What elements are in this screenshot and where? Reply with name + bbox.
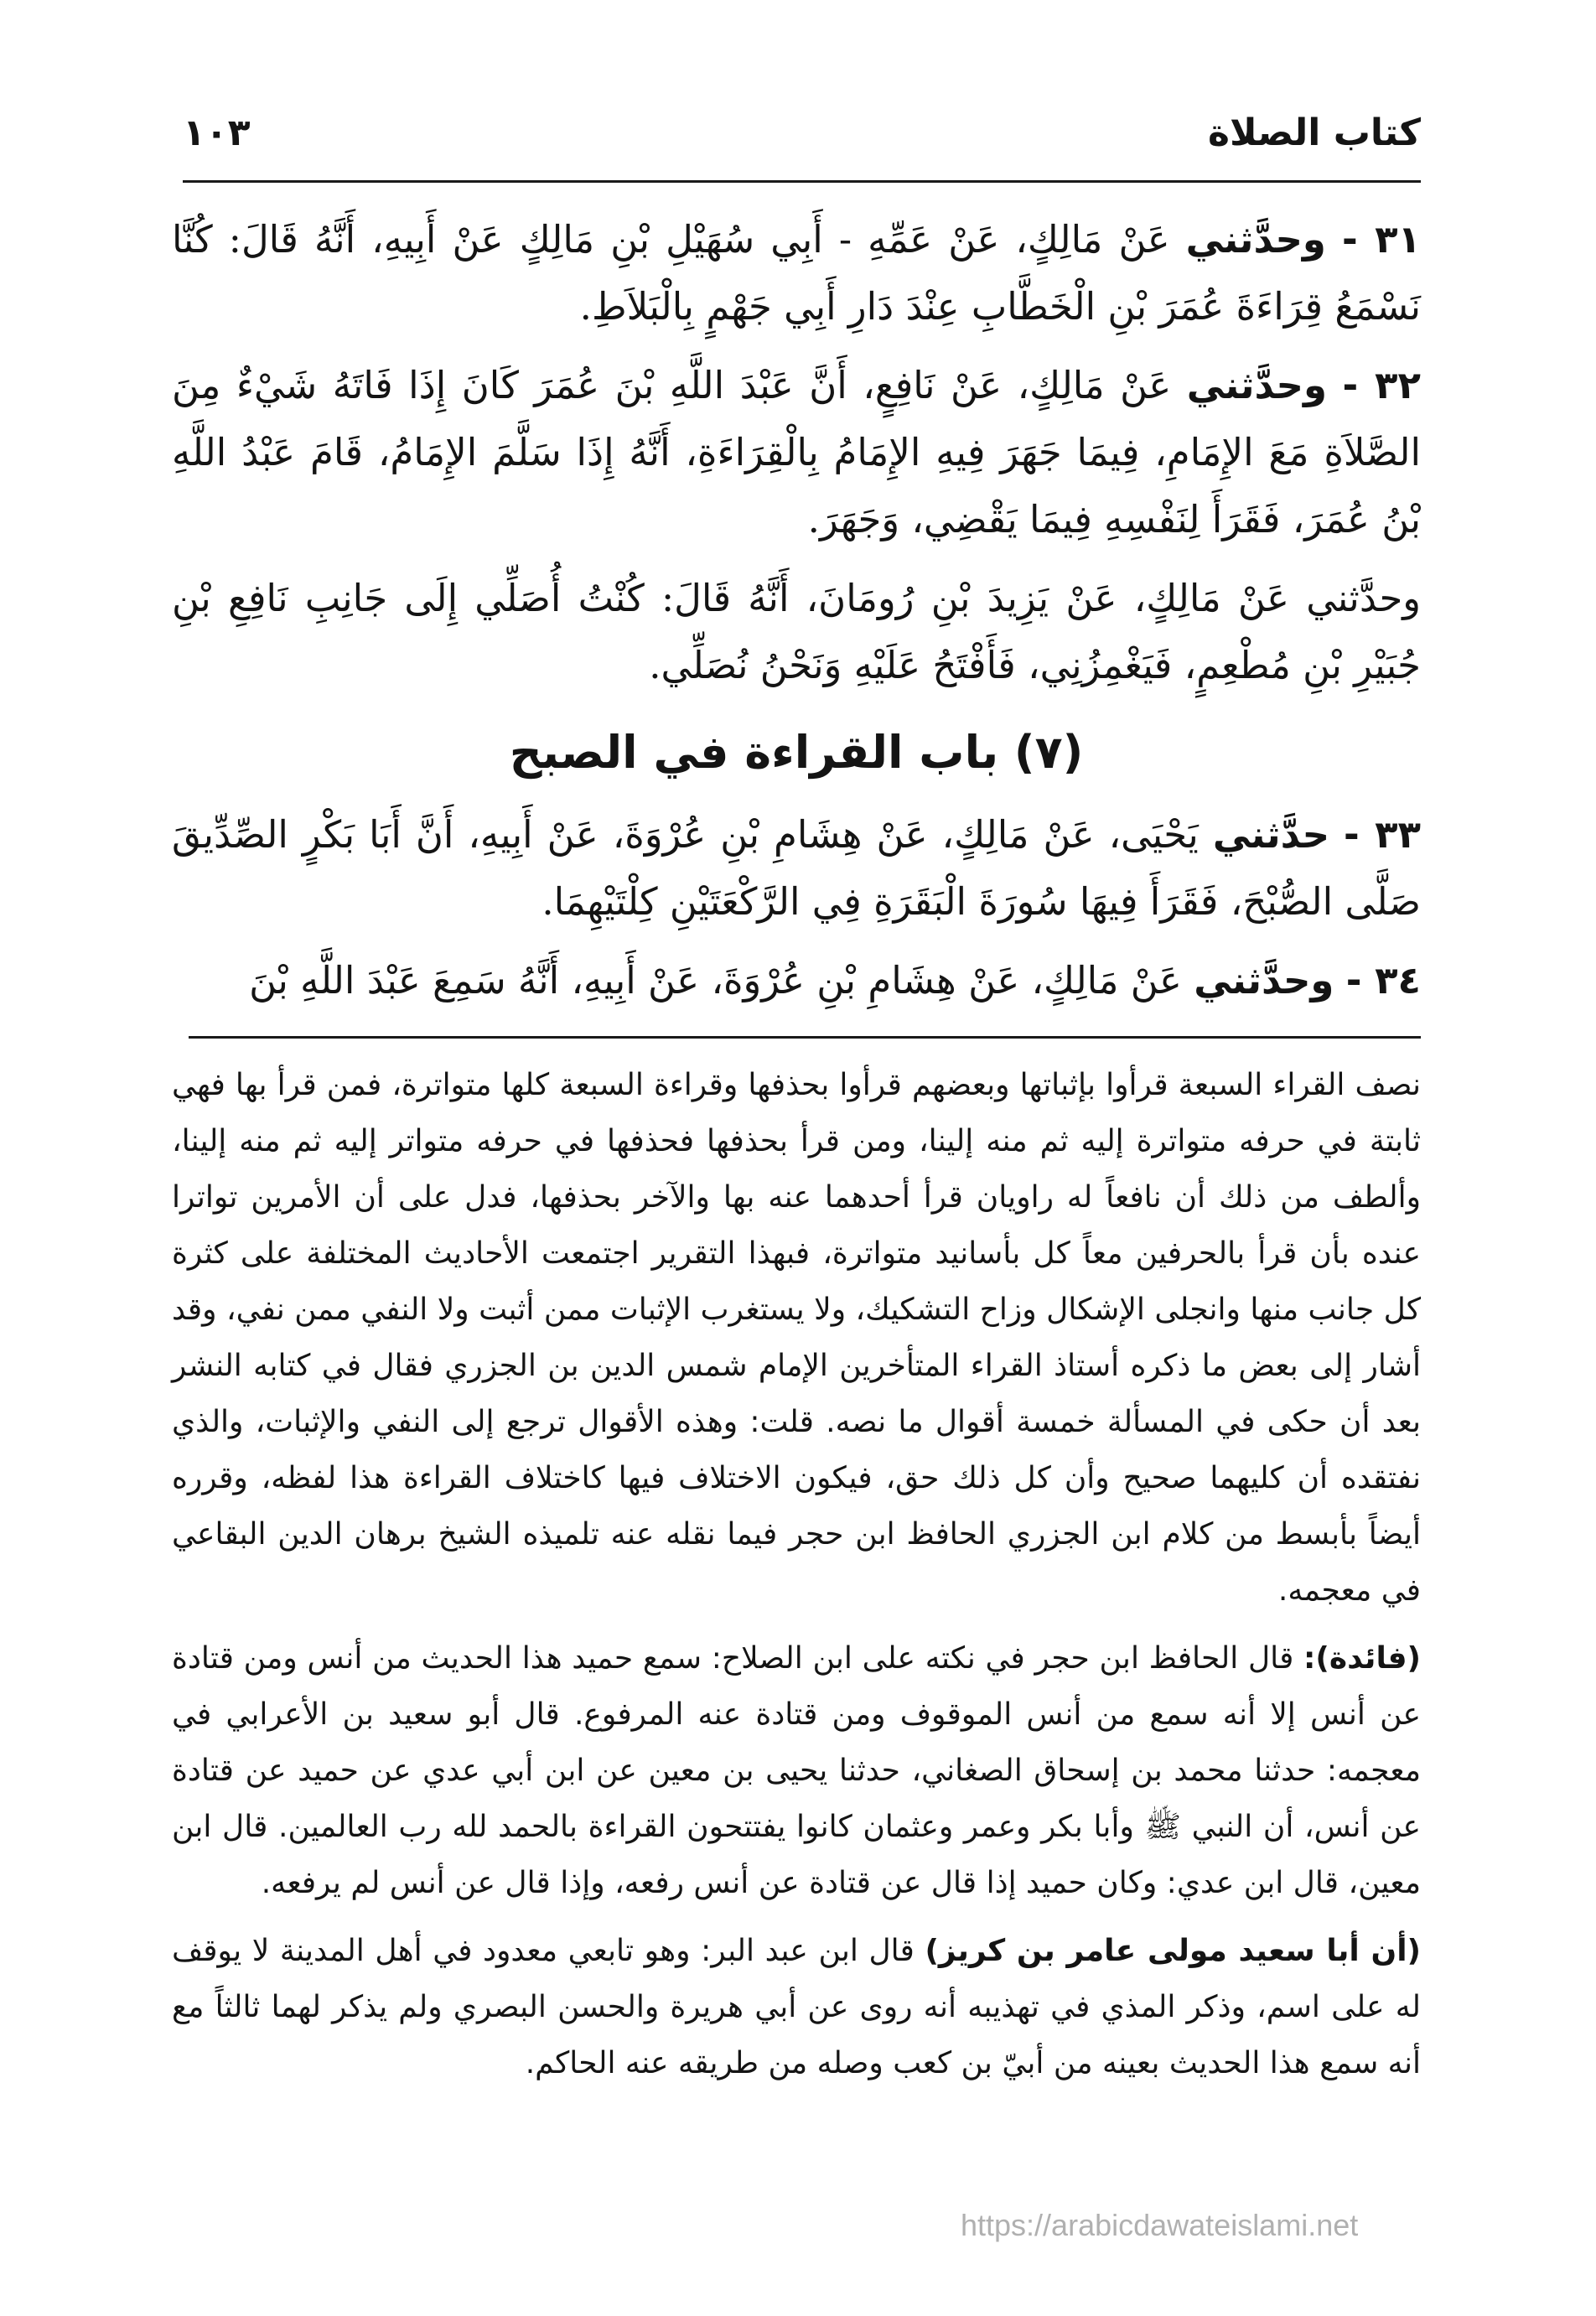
footnote-text: قال الحافظ ابن حجر في نكته على ابن الصلاح: سمع حميد هذا الحديث من أنس ومن قتادة عن أنس إلا أنه سمع من أنس الموقوف ومن قتادة عنه المرفوع. قال أبو سعيد بن الأعرابي في معجمه: حدثنا محمد بن إسحاق الصغاني، حدثنا يحيى بن معين عن ابن أبي عدي عن حميد عن قتادة عن أنس، أن النبي ﷺ وأبا بكر وعمر وعثمان كانوا يفتتحون القراءة بالحمد لله رب العالمين. قال ابن معين، قال ابن عدي: وكان حميد إذا قال عن قتادة عن أنس رفعه، وإذا قال عن أنس لم يرفعه.: [172, 1641, 1421, 1900]
narration-lead: وحدَّثني: [1186, 363, 1327, 407]
narration-lead: حدَّثني: [1212, 812, 1330, 857]
hadith-33: [172, 801, 1421, 935]
footnotes: [172, 1057, 1421, 2091]
hadith-number: ٣٢ -: [1342, 363, 1421, 407]
footnote-lead: (فائدة):: [1303, 1641, 1421, 1676]
hadith-text: عَنْ مَالِكٍ، عَنْ نَافِعٍ، أَنَّ عَبْدَ اللَّهِ بْنَ عُمَرَ كَانَ إِذَا فَاتَهُ شَيْءٌ مِنَ الصَّلاَةِ مَعَ الإِمَامِ، فِيمَا جَهَرَ فِيهِ الإِمَامُ بِالْقِرَاءَةِ، أَنَّهُ إِذَا سَلَّمَ الإِمَامُ، قَامَ عَبْدُ اللَّهِ بْنُ عُمَرَ، فَقَرَأَ لِنَفْسِهِ فِيمَا يَقْضِي، وَجَهَرَ.: [172, 363, 1421, 541]
hadith-text: عَنْ مَالِكٍ، عَنْ عَمِّهِ - أَبِي سُهَيْلِ بْنِ مَالِكٍ عَنْ أَبِيهِ، أَنَّهُ قَالَ: كُنَّا نَسْمَعُ قِرَاءَةَ عُمَرَ بْنِ الْخَطَّابِ عِنْدَ دَارِ أَبِي جَهْمٍ بِالْبَلاَطِ.: [172, 217, 1421, 329]
footnote-lead: (أن أبا سعيد مولى عامر بن كريز): [925, 1934, 1421, 1968]
main-text: [172, 206, 1421, 1014]
hadith-number: ٣٤ -: [1345, 958, 1421, 1003]
footnote-text: قال ابن عبد البر: وهو تابعي معدود في أهل المدينة لا يوقف له على اسم، وذكر المذي في تهذيبه أنه روى عن أبي هريرة والحسن البصري ولم يذكر لهما ثالثاً مع أنه سمع هذا الحديث بعينه من أبيّ بن كعب وصله من طريقه عنه الحاكم.: [172, 1934, 1421, 2080]
book-page: [172, 105, 1421, 2284]
footnote-paragraph: [172, 1630, 1421, 1911]
running-header: [183, 105, 1421, 183]
hadith-31: [172, 206, 1421, 340]
book-title: كتاب الصلاة: [1208, 111, 1421, 154]
narration-lead: وحدَّثني: [1194, 958, 1334, 1003]
hadith-text: عَنْ مَالِكٍ، عَنْ هِشَامِ بْنِ عُرْوَةَ، عَنْ أَبِيهِ، أَنَّهُ سَمِعَ عَبْدَ اللَّهِ بْنَ: [249, 958, 1182, 1003]
chapter-heading: (٧) باب القراءة في الصبح: [509, 726, 1084, 779]
website-watermark: https://arabicdawateislami.net: [961, 2208, 1359, 2242]
narration-text: وحدَّثني عَنْ مَالِكٍ، عَنْ يَزِيدَ بْنِ رُومَانَ، أَنَّهُ قَالَ: كُنْتُ أُصَلِّي إِلَى جَانِبِ نَافِعِ بْنِ جُبَيْرِ بْنِ مُطْعِمٍ، فَيَغْمِزُنِي، فَأَفْتَحُ عَلَيْهِ وَنَحْنُ نُصَلِّي.: [172, 576, 1421, 687]
hadith-32: [172, 352, 1421, 553]
narration-lead: وحدَّثني: [1185, 217, 1326, 262]
footnote-paragraph: [172, 1923, 1421, 2091]
footnote-paragraph: نصف القراء السبعة قرأوا بإثباتها وبعضهم قرأوا بحذفها وقراءة السبعة كلها متواترة، فمن قرأ بها فهي ثابتة في حرفه متواترة إليه ثم منه إلينا، ومن قرأ بحذفها فحذفها في حرفه متواتر إليه ثم منه إلينا، وألطف من ذلك أن نافعاً له راويان قرأ أحدهما عنه بها والآخر بحذفها، فدل على أن الأمرين تواترا عنده بأن قرأ بالحرفين معاً كل بأسانيد متواترة، فبهذا التقرير اجتمعت الأحاديث المختلفة على كثرة كل جانب منها وانجلى الإشكال وزاح التشكيك، ولا يستغرب الإثبات ممن أثبت ولا النفي ممن نفي، وقد أشار إلى بعض ما ذكره أستاذ القراء المتأخرين الإمام شمس الدين بن الجزري فقال في كتابه النشر بعد أن حكى في المسألة خمسة أقوال ما نصه. قلت: وهذه الأقوال ترجع إلى النفي والإثبات، والذي نفتقده أن كليهما صحيح وأن كل ذلك حق، فيكون الاختلاف فيها كاختلاف القراءة هذا لفظه، وقرره أيضاً بأبسط من كلام ابن الجزري الحافظ ابن حجر فيما نقله عنه تلميذه الشيخ برهان الدين البقاعي في معجمه.: [172, 1068, 1421, 1608]
hadith-text: يَحْيَى، عَنْ مَالِكٍ، عَنْ هِشَامِ بْنِ عُرْوَةَ، عَنْ أَبِيهِ، أَنَّ أَبَا بَكْرٍ الصِّدِّيقَ صَلَّى الصُّبْحَ، فَقَرَأَ فِيهَا سُورَةَ الْبَقَرَةِ فِي الرَّكْعَتَيْنِ كِلْتَيْهِمَا.: [172, 812, 1421, 924]
footnote-divider: [189, 1036, 1421, 1039]
hadith-number: ٣١ -: [1341, 217, 1421, 262]
hadith-34: [172, 947, 1421, 1014]
narration-unnumbered: [172, 565, 1421, 699]
hadith-number: ٣٣ -: [1344, 812, 1422, 857]
page-number: ١٠٣: [183, 111, 251, 154]
